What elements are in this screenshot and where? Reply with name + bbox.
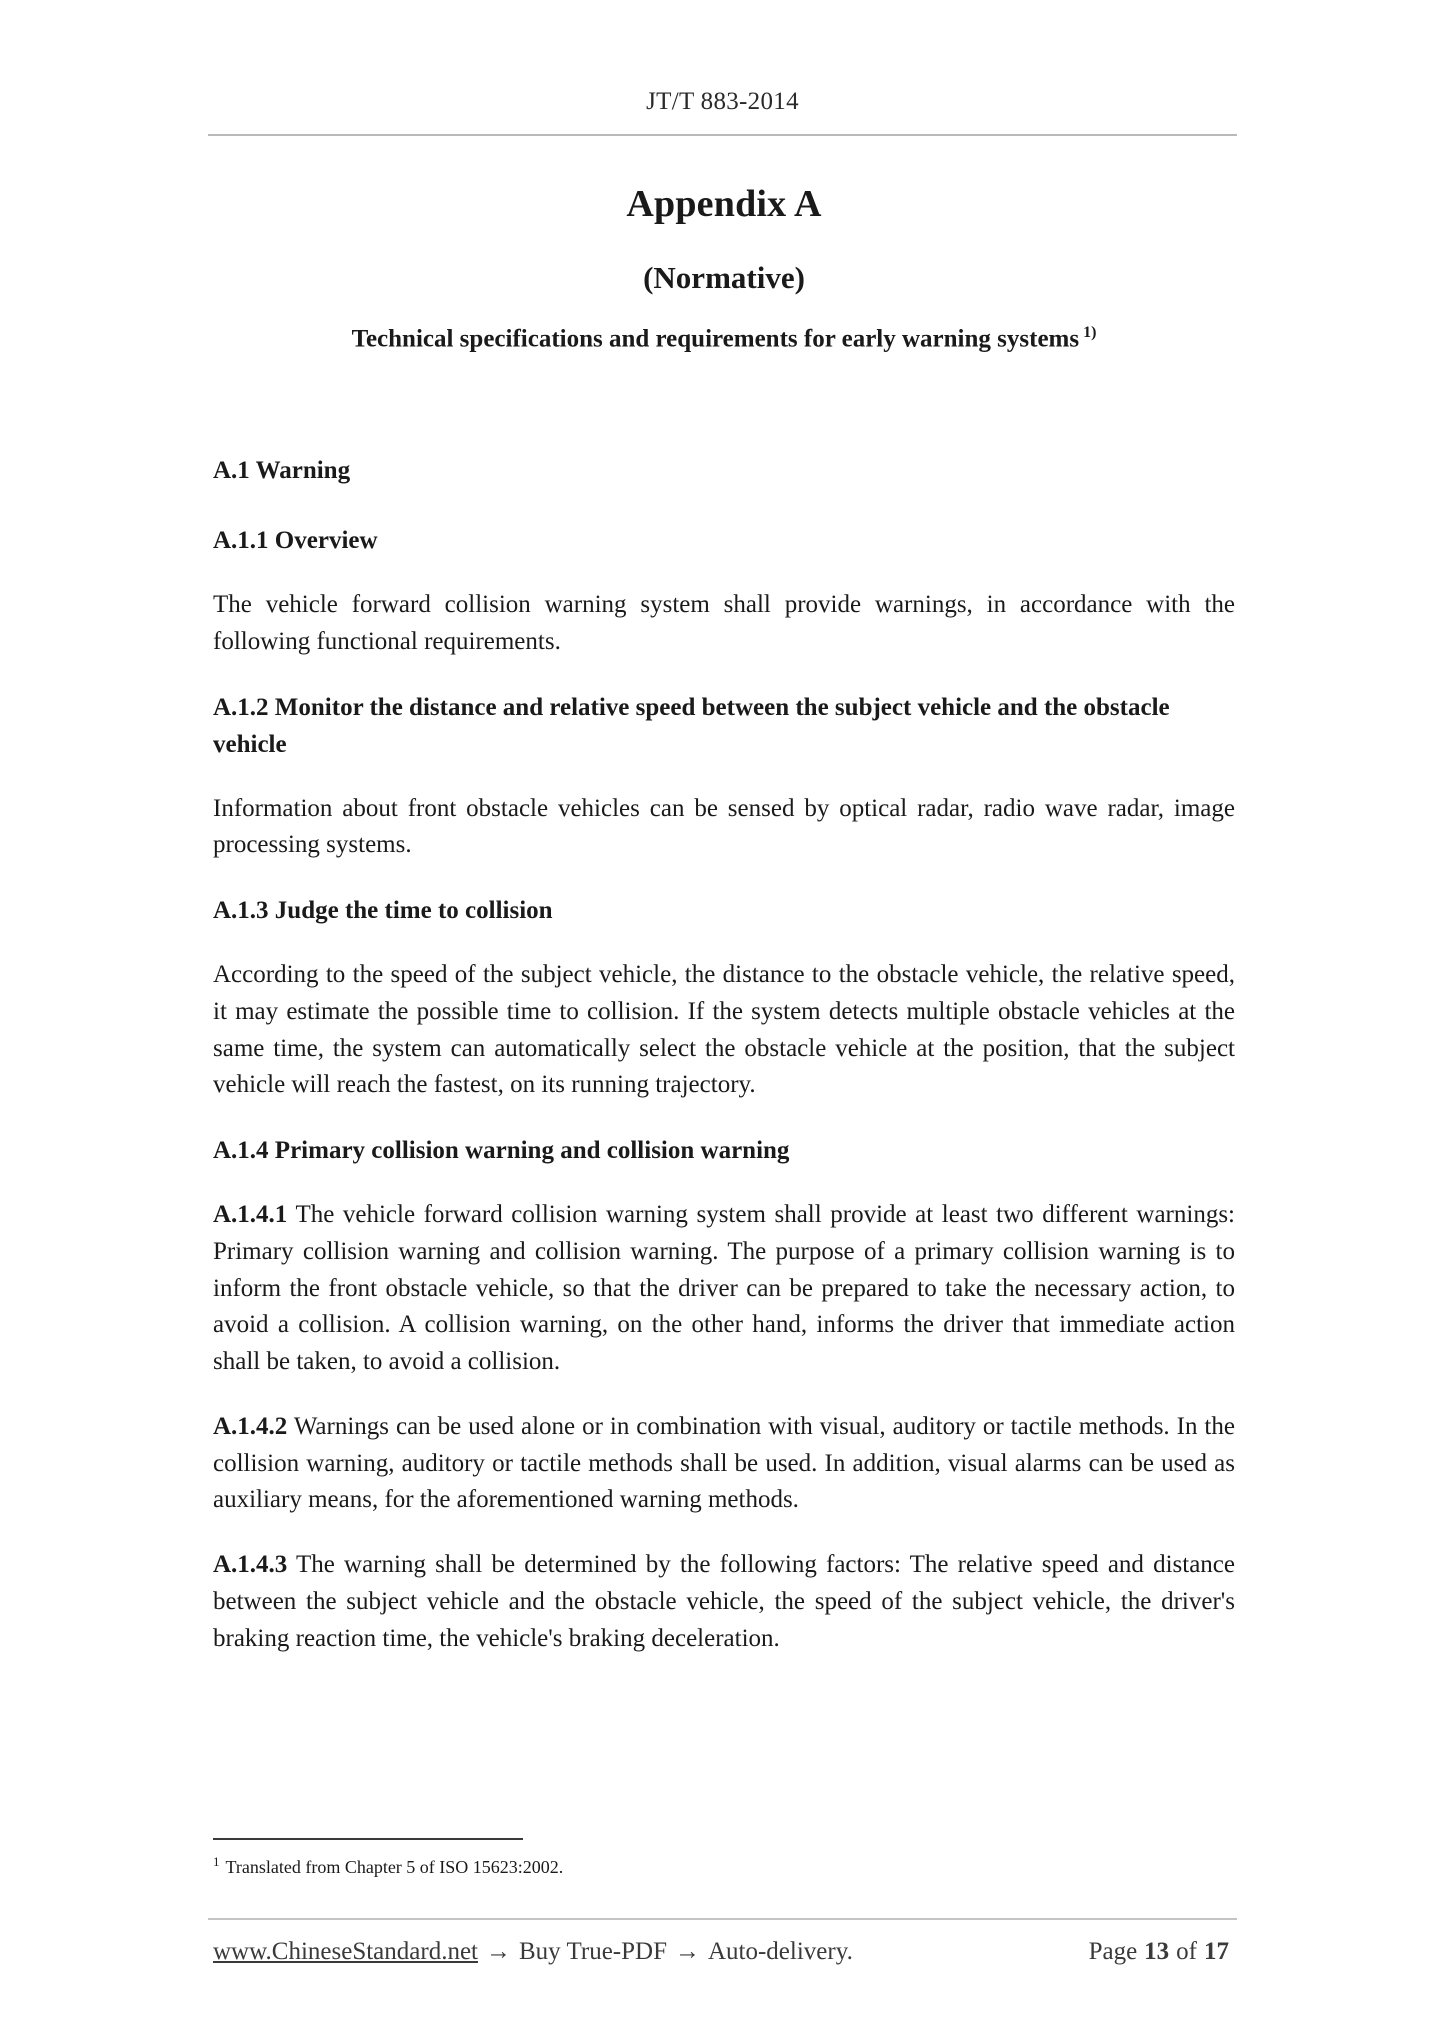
footnote-number: 1	[213, 1854, 220, 1869]
website-link[interactable]: www.ChineseStandard.net	[213, 1938, 478, 1965]
section-heading-a11: A.1.1 Overview	[213, 527, 378, 555]
appendix-subtitle: (Normative)	[643, 260, 805, 295]
spacer	[213, 661, 1235, 689]
of-label: of	[1176, 1938, 1197, 1965]
delivery-label: Auto-delivery.	[707, 1938, 853, 1965]
page-indicator	[1089, 1938, 1229, 1966]
paragraph-a12: Information about front obstacle vehicles can be sensed by optical radar, radio wave radar, image processing systems.	[213, 794, 1235, 859]
clause-text-a141: The vehicle forward collision warning system shall provide at least two different warnings: Primary collision warning and collision warning. The purpose of a primary collision warning is to inform the front obstacle vehicle, so that the driver can be prepared to take the necessary action, to avoid a collision. A collision warning, on the other hand, informs the driver that immediate action shall be taken, to avoid a collision.	[213, 1201, 1235, 1376]
clause-text-a142: Warnings can be used alone or in combination with visual, auditory or tactile methods. In the collision warning, auditory or tactile methods shall be used. In addition, visual alarms can be used as auxiliary means, for the aforementioned warning methods.	[213, 1412, 1235, 1514]
section-heading-a12: A.1.2 Monitor the distance and relative speed between the subject vehicle and the obstacle vehicle	[213, 693, 1170, 758]
spacer	[213, 1381, 1235, 1409]
spacer	[213, 1169, 1235, 1197]
clause-label-a143: A.1.4.3	[213, 1551, 288, 1579]
paragraph-a143	[213, 1547, 1235, 1657]
spacer	[213, 489, 1235, 522]
paragraph-a13: According to the speed of the subject vehicle, the distance to the obstacle vehicle, the relative speed, it may estimate the possible time to collision. If the system detects multiple obstacle vehicles at the same time, the system can automatically select the obstacle vehicle at the position, that the subject vehicle will reach the fastest, on its running trajectory.	[213, 961, 1235, 1099]
clause-label-a141: A.1.4.1	[213, 1201, 288, 1229]
section-heading-a13: A.1.3 Judge the time to collision	[213, 897, 553, 925]
spacer	[213, 763, 1235, 791]
footer-divider	[208, 1918, 1237, 1920]
page-footer	[213, 1938, 1235, 1966]
header-divider	[208, 134, 1237, 136]
paragraph-a142	[213, 1409, 1235, 1519]
arrow-right-icon: →	[486, 1938, 511, 1965]
appendix-description	[213, 296, 1235, 356]
spacer	[213, 929, 1235, 957]
paragraph-a141	[213, 1197, 1235, 1381]
page-number: 13	[1144, 1938, 1170, 1965]
arrow-right-icon-2: →	[674, 1938, 700, 1965]
clause-text-a143: The warning shall be determined by the following factors: The relative speed and distance between the subject vehicle and the obstacle vehicle, the speed of the subject vehicle, the driver's braking reaction time, the vehicle's braking deceleration.	[213, 1551, 1235, 1652]
footnote-reference-marker: 1)	[1083, 324, 1097, 341]
page-label: Page	[1088, 1938, 1138, 1965]
footnote-text: Translated from Chapter 5 of ISO 15623:2002.	[225, 1857, 564, 1877]
appendix-description-text: Technical specifications and requirements for early warning systems	[351, 325, 1080, 353]
footer-promo	[213, 1938, 853, 1966]
buy-pdf-label[interactable]: Buy True-PDF	[519, 1938, 667, 1965]
section-heading-a14: A.1.4 Primary collision warning and collision warning	[213, 1137, 790, 1165]
spacer	[213, 356, 1235, 452]
section-heading-a1: A.1 Warning	[213, 457, 351, 485]
standard-number: JT/T 883-2014	[646, 88, 799, 115]
appendix-title: Appendix A	[626, 183, 822, 225]
spacer	[213, 864, 1235, 892]
spacer	[213, 1519, 1235, 1547]
clause-label-a142: A.1.4.2	[213, 1412, 288, 1440]
footnote-divider	[213, 1838, 523, 1840]
page-total: 17	[1204, 1938, 1229, 1965]
footnote-area	[213, 1838, 1235, 1880]
spacer	[213, 1104, 1235, 1132]
footnote	[213, 1853, 1235, 1880]
document-content	[213, 176, 1235, 1657]
spacer	[213, 559, 1235, 587]
paragraph-a11: The vehicle forward collision warning system shall provide warnings, in accordance with the following functional requirements.	[213, 591, 1235, 655]
running-header	[208, 88, 1237, 116]
